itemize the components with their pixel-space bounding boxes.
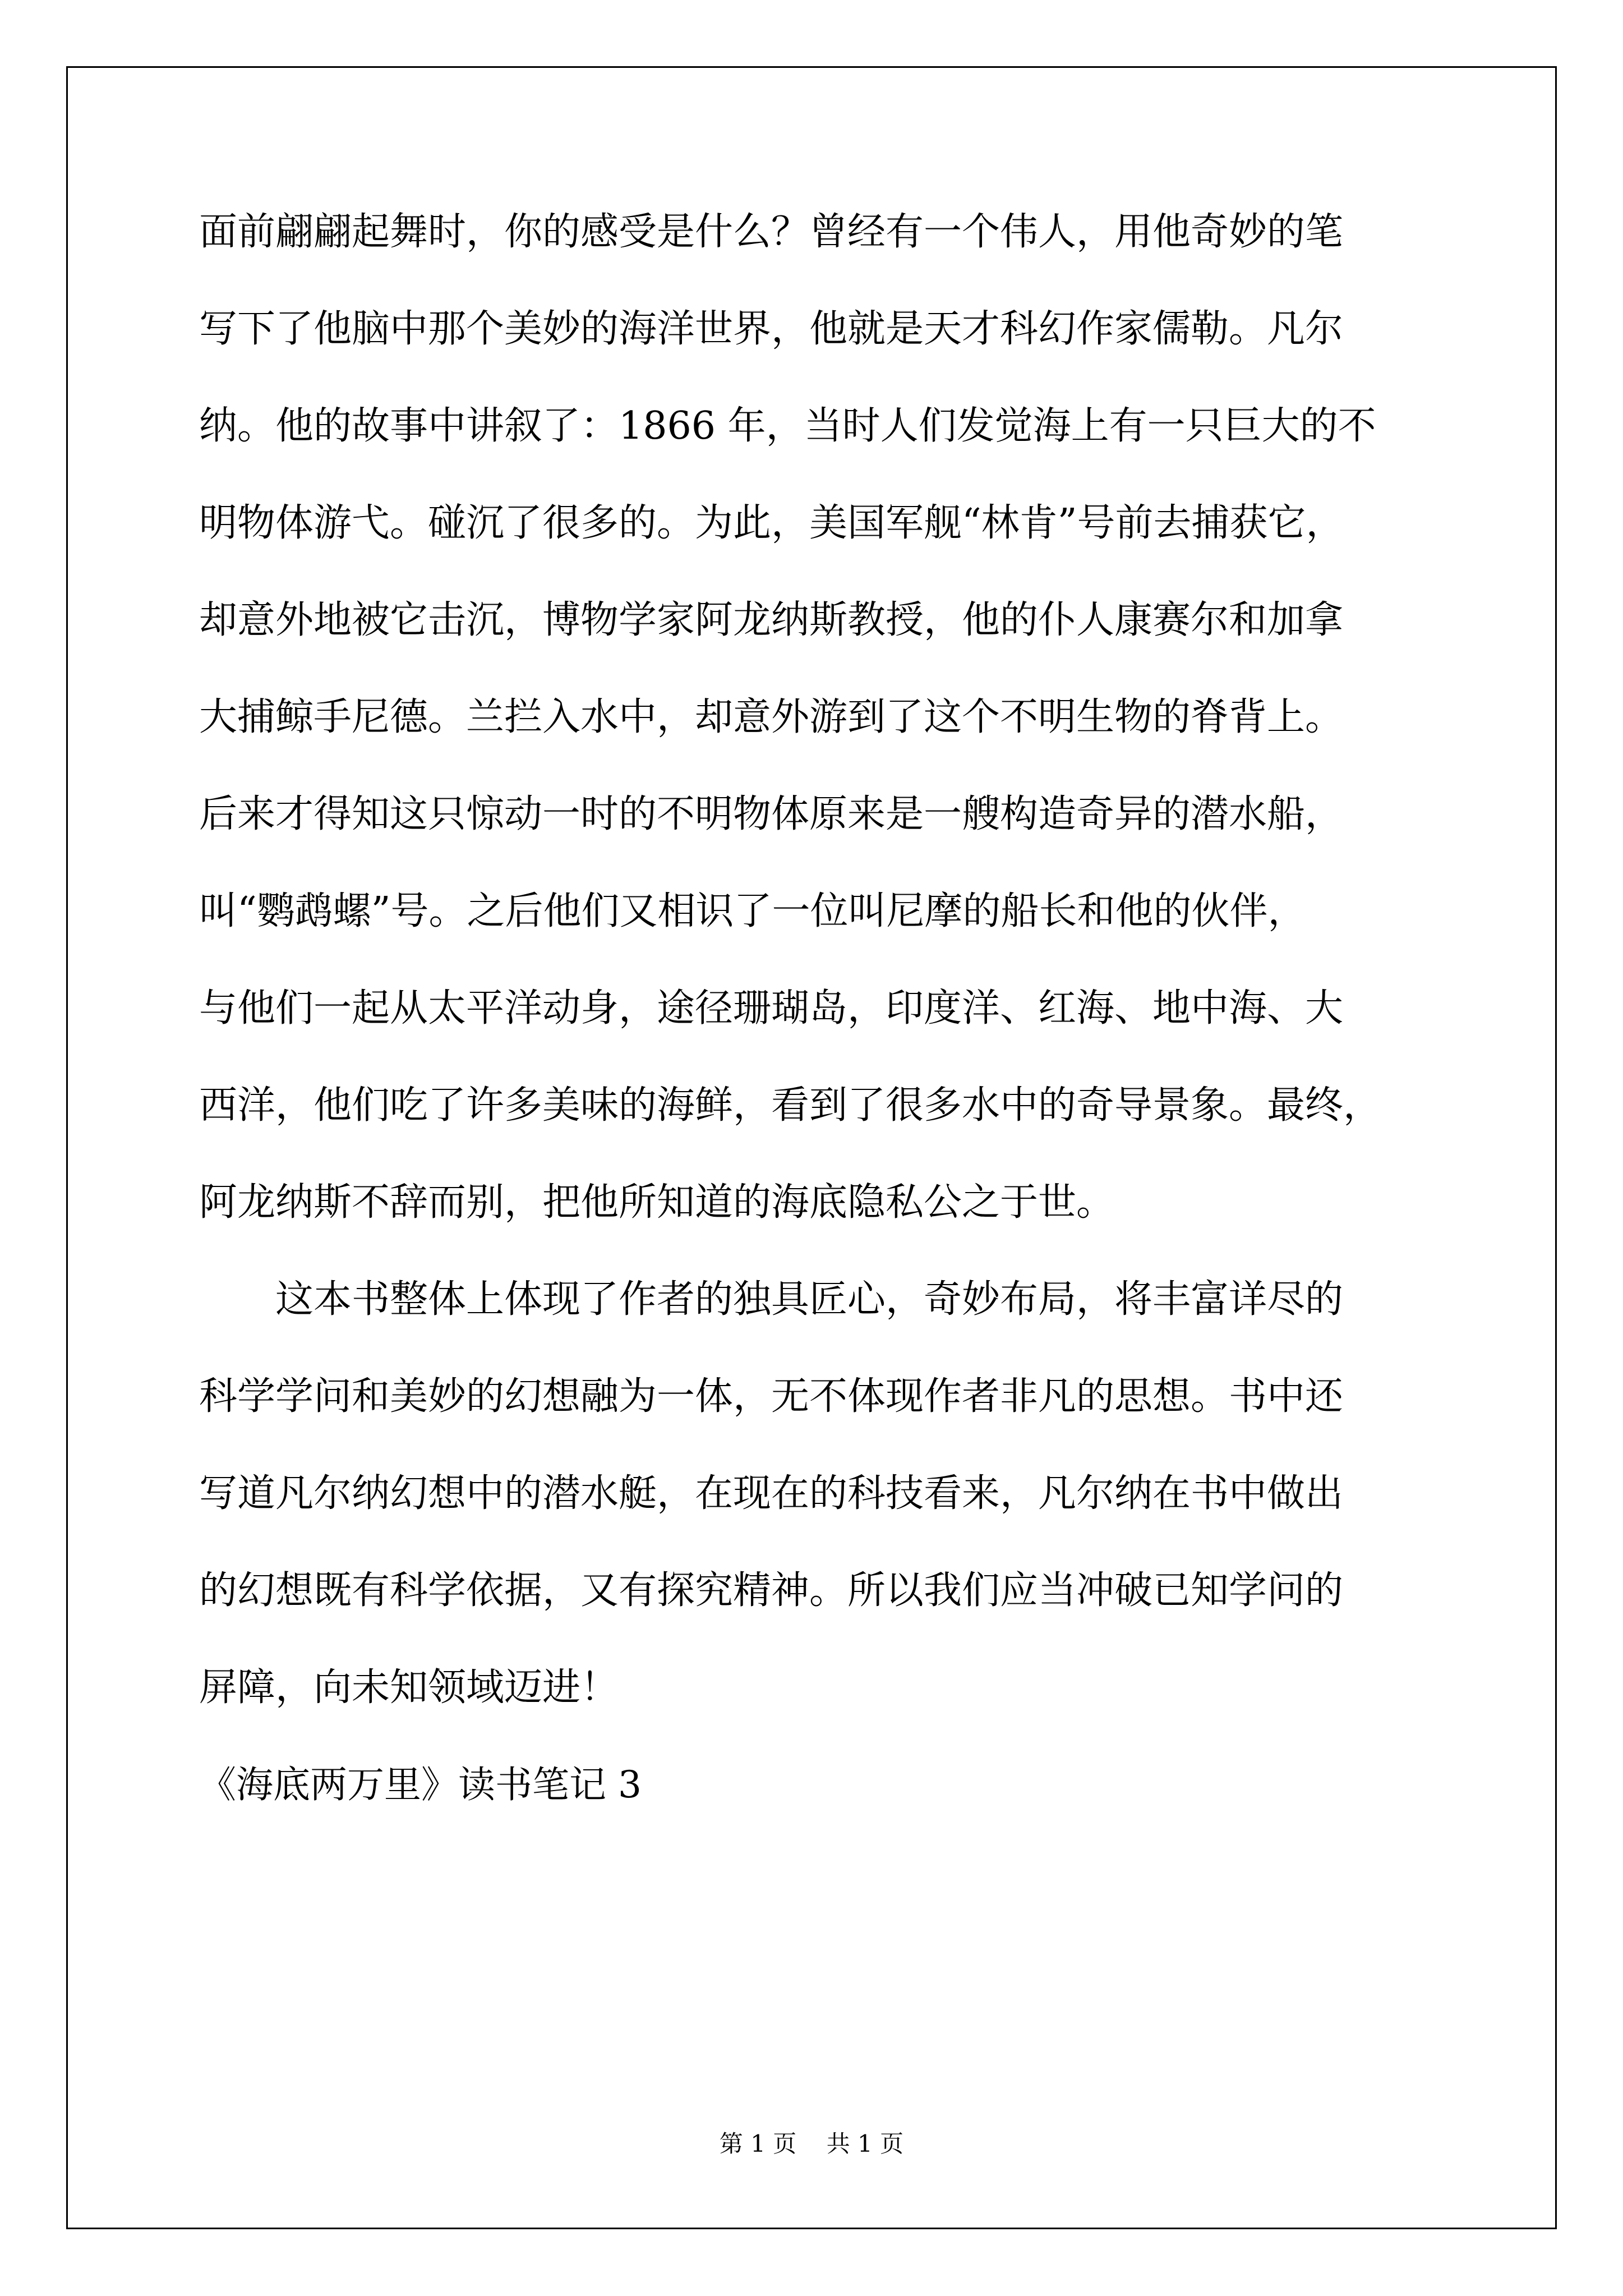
text-line: 大捕鲸手尼德。兰拦入水中，却意外游到了这个不明生物的脊背上。 <box>199 695 1344 739</box>
text-line: 后来才得知这只惊动一时的不明物体原来是一艘构造奇异的潜水船， <box>199 792 1344 836</box>
text-line: 科学学问和美妙的幻想融为一体，无不体现作者非凡的思想。书中还 <box>199 1374 1344 1419</box>
text-line: 屏障，向未知领域迈进！ <box>199 1665 619 1710</box>
text-line: 这本书整体上体现了作者的独具匠心，奇妙布局，将丰富详尽的 <box>275 1277 1344 1322</box>
document-body <box>199 210 1461 1806</box>
text-line: 阿龙纳斯不辞而别，把他所知道的海底隐私公之于世。 <box>199 1180 1115 1225</box>
text-line: 叫“鹦鹉螺”号。之后他们又相识了一位叫尼摩的船长和他的伙伴， <box>199 889 1306 933</box>
text-line: 却意外地被它击沉，博物学家阿龙纳斯教授，他的仆人康赛尔和加拿 <box>199 598 1344 642</box>
text-line: 写下了他脑中那个美妙的海洋世界，他就是天才科幻作家儒勒。凡尔 <box>199 307 1344 351</box>
text-line: 纳。他的故事中讲叙了：1866 年，当时人们发觉海上有一只巨大的不 <box>199 404 1376 448</box>
text-line: 写道凡尔纳幻想中的潜水艇，在现在的科技看来，凡尔纳在书中做出 <box>199 1471 1344 1516</box>
text-line: 面前翩翩起舞时，你的感受是什么？曾经有一个伟人，用他奇妙的笔 <box>199 210 1344 254</box>
page-number-footer: 第 1 页 共 1 页 <box>719 2130 904 2157</box>
text-line: 的幻想既有科学依据，又有探究精神。所以我们应当冲破已知学问的 <box>199 1568 1344 1613</box>
paragraph-2 <box>199 1277 1461 1710</box>
text-line: 与他们一起从太平洋动身，途径珊瑚岛，印度洋、红海、地中海、大 <box>199 986 1344 1030</box>
text-line: 明物体游弋。碰沉了很多的。为此，美国军舰“林肯”号前去捕获它， <box>199 501 1344 545</box>
paragraph-1 <box>199 210 1461 1225</box>
text-line: 西洋，他们吃了许多美味的海鲜，看到了很多水中的奇导景象。最终， <box>199 1083 1382 1128</box>
section-heading: 《海底两万里》读书笔记 3 <box>199 1763 642 1806</box>
